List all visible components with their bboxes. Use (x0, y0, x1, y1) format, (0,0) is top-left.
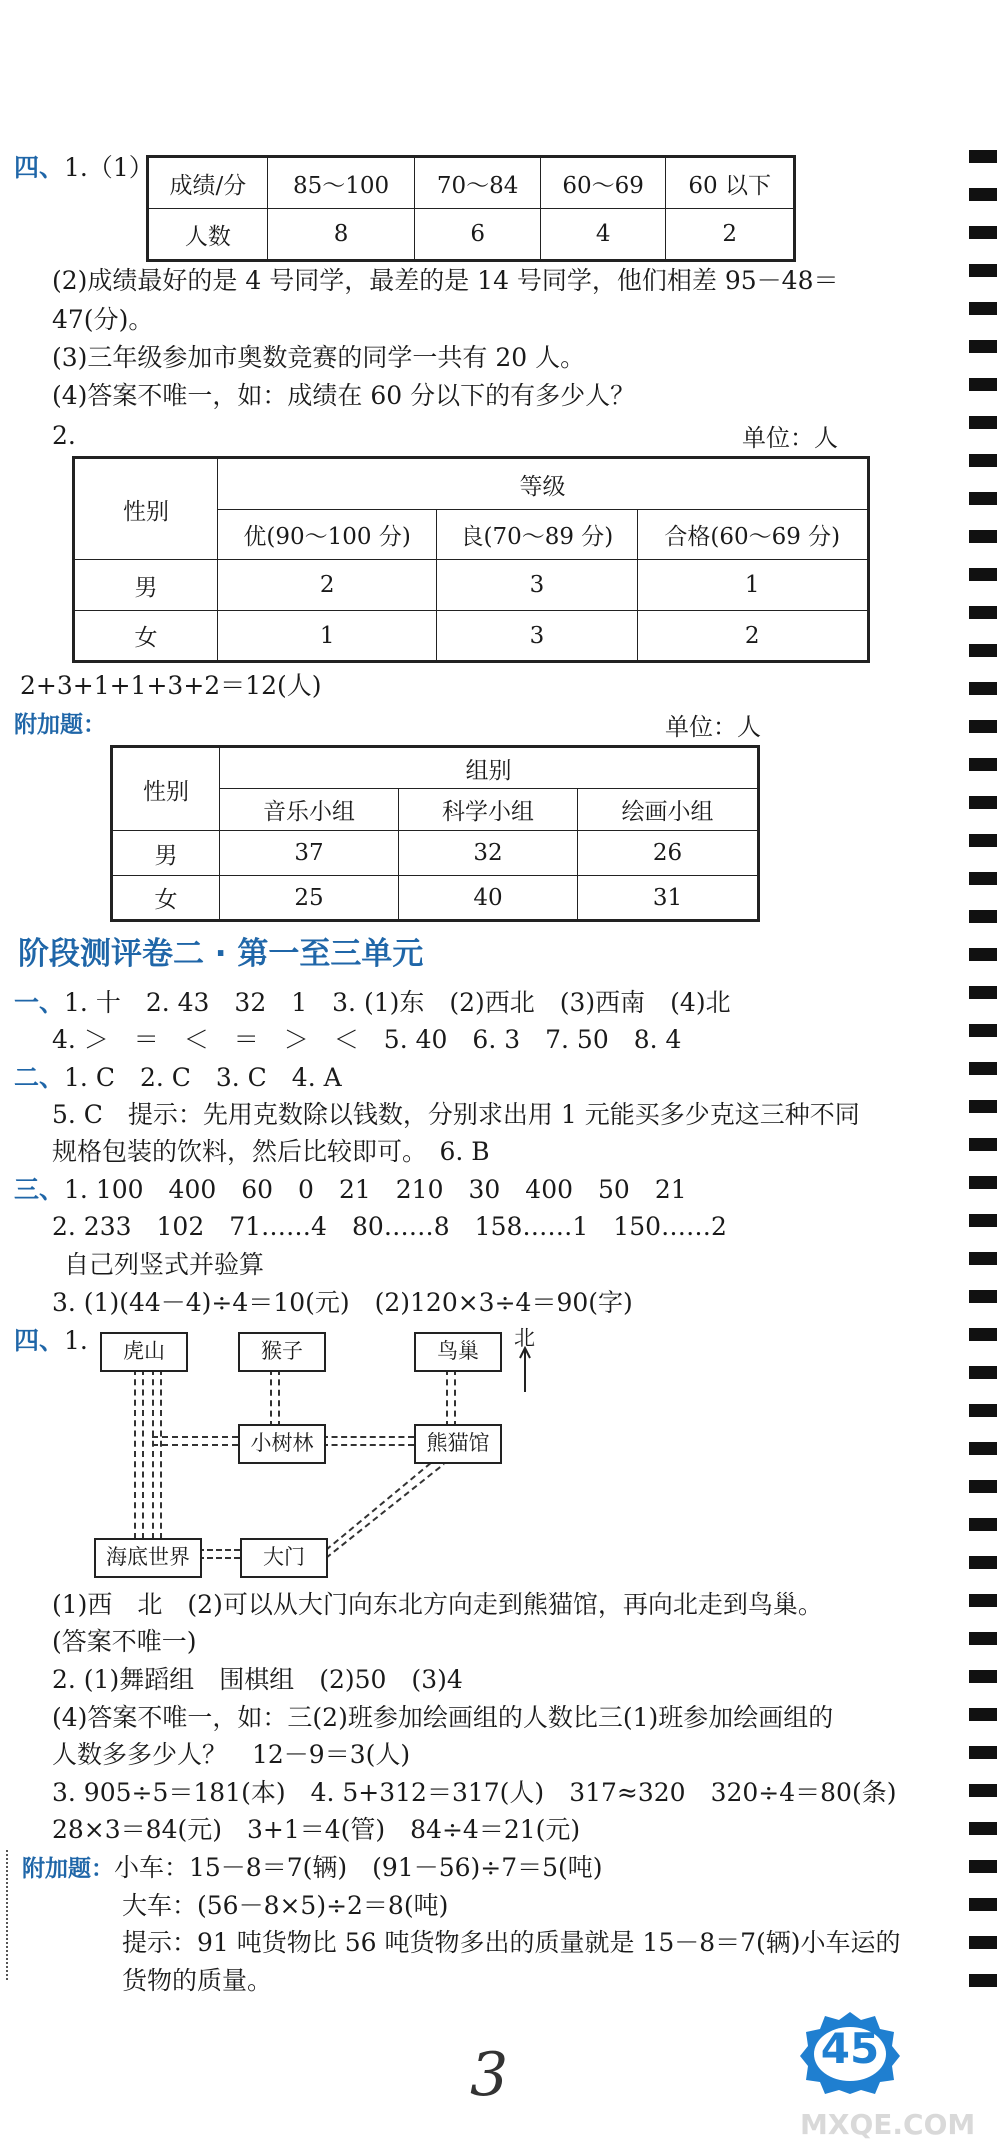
section-label: 四、 (14, 1326, 65, 1355)
table-cell: 2 (666, 209, 795, 261)
map-node-huqiu: 虎山 (100, 1332, 188, 1372)
table-header: 良(70～89 分) (437, 510, 637, 560)
section-label: 一、 (14, 988, 65, 1017)
table-header: 性别 (74, 458, 218, 560)
table-cell: 40 (399, 876, 578, 921)
answer-text: 1. 100 400 60 0 21 210 30 400 50 21 (64, 1175, 687, 1204)
answer-line: (1)西 北 (2)可以从大门向东北方向走到熊猫馆，再向北走到鸟巢。 (52, 1590, 823, 1619)
table-cell: 男 (112, 831, 220, 876)
table-cell: 60～69 (540, 157, 665, 209)
score-table (146, 155, 796, 262)
table-cell: 女 (112, 876, 220, 921)
table-cell: 1 (637, 560, 869, 611)
answer-line: 规格包装的饮料，然后比较即可。 6. B (52, 1137, 490, 1166)
map-node-xiongmao: 熊猫馆 (414, 1424, 502, 1464)
map-path (446, 1369, 456, 1427)
table-header: 等级 (218, 458, 869, 510)
answer-line: 47(分)。 (52, 305, 154, 334)
table-cell: 成绩/分 (148, 157, 268, 209)
table-cell: 1 (218, 611, 437, 662)
unit-label: 单位：人 (742, 424, 838, 452)
table-header: 科学小组 (399, 789, 578, 831)
page-title: 阶段测评卷二 · 第一至三单元 (18, 936, 424, 972)
watermark: MXQE.COM (800, 2108, 976, 2141)
table-cell: 2 (637, 611, 869, 662)
table-cell: 6 (415, 209, 540, 261)
table-cell: 37 (220, 831, 399, 876)
answer-line: 4. ＞ ＝ ＜ ＝ ＞ ＜ 5. 40 6. 3 7. 50 8. 4 (52, 1025, 682, 1054)
section-2-line-1 (14, 1060, 342, 1096)
answer-line: 3. 905÷5＝181(本) 4. 5+312＝317(人) 317≈320 320÷4＝80(条) (52, 1778, 897, 1807)
map-path (134, 1369, 144, 1539)
table-header: 组别 (220, 747, 759, 789)
map-path (152, 1369, 162, 1539)
answer-line: (4)答案不唯一，如：成绩在 60 分以下的有多少人？ (52, 381, 636, 410)
table-cell: 女 (74, 611, 218, 662)
answer-line: (2)成绩最好的是 4 号同学，最差的是 14 号同学，他们相差 95－48＝ (52, 266, 839, 295)
table-cell: 4 (540, 209, 665, 261)
north-arrow-icon (518, 1346, 532, 1394)
extra-label: 附加题： (14, 712, 106, 738)
table-cell: 8 (267, 209, 415, 261)
answer-text: 1. 十 2. 43 32 1 3. (1)东 (2)西北 (3)西南 (4)北 (64, 988, 731, 1017)
grade-table (72, 456, 870, 663)
section-label: 四、 (14, 153, 65, 182)
section-1-line-1 (14, 985, 731, 1021)
north-label: 北 (514, 1326, 535, 1350)
page-number-badge (798, 2010, 902, 2094)
section-label: 二、 (14, 1063, 65, 1092)
table-header: 优(90～100 分) (218, 510, 437, 560)
table-header: 合格(60～69 分) (637, 510, 869, 560)
answer-text: 小车：15－8＝7(辆) (91－56)÷7＝5(吨) (114, 1853, 603, 1882)
map-node-houzi: 猴子 (238, 1332, 326, 1372)
handwritten-mark: 3 (470, 2040, 509, 2110)
section-3-line-1 (14, 1172, 687, 1208)
answer-line: 大车：(56－8×5)÷2＝8(吨) (122, 1891, 449, 1920)
section-4-line-1 (14, 1323, 88, 1359)
section-label: 三、 (14, 1175, 65, 1204)
extra-line-1 (22, 1850, 603, 1887)
group-table (110, 745, 760, 922)
answer-line: (3)三年级参加市奥数竞赛的同学一共有 20 人。 (52, 343, 586, 372)
table-cell: 60 以下 (666, 157, 795, 209)
answer-line: 人数多多少人？ 12－9＝3(人) (52, 1740, 411, 1769)
answer-line: 自己列竖式并验算 (64, 1250, 265, 1279)
answer-text: 1. C 2. C 3. C 4. A (64, 1063, 342, 1092)
answer-line: (答案不唯一) (52, 1627, 197, 1656)
table-header: 绘画小组 (578, 789, 759, 831)
answer-line: 提示：91 吨货物比 56 吨货物多出的质量就是 15－8＝7(辆)小车运的 (122, 1928, 901, 1957)
table-cell: 70～84 (415, 157, 540, 209)
map-node-haidi: 海底世界 (94, 1538, 202, 1578)
binder-strip (964, 150, 1000, 2050)
table-cell: 人数 (148, 209, 268, 261)
question-number: 2. (52, 421, 76, 450)
map-path (152, 1436, 238, 1446)
answer-line: 5. C 提示：先用克数除以钱数，分别求出用 1 元能买多少克这三种不同 (52, 1100, 860, 1129)
unit-label: 单位：人 (665, 713, 761, 741)
question-number: 1. (64, 1326, 88, 1355)
map-node-damen: 大门 (240, 1538, 328, 1578)
map-path (198, 1549, 240, 1559)
answer-line: 货物的质量。 (122, 1966, 273, 1995)
map-node-xiaoshulin: 小树林 (238, 1424, 326, 1464)
table-header: 音乐小组 (220, 789, 399, 831)
answer-line: (4)答案不唯一，如：三(2)班参加绘画组的人数比三(1)班参加绘画组的 (52, 1703, 834, 1732)
table-cell: 85～100 (267, 157, 415, 209)
answer-line: 3. (1)(44－4)÷4＝10(元) (2)120×3÷4＝90(字) (52, 1288, 633, 1317)
extra-label: 附加题： (22, 1856, 114, 1882)
table-cell: 32 (399, 831, 578, 876)
map-diagonal-path (320, 1460, 450, 1560)
map-path (322, 1436, 414, 1446)
table-cell: 26 (578, 831, 759, 876)
table-cell: 2 (218, 560, 437, 611)
margin-dots (6, 1850, 10, 1980)
table-cell: 3 (437, 611, 637, 662)
table-cell: 3 (437, 560, 637, 611)
question-number: 1.（1） (64, 153, 154, 182)
answer-line: 28×3＝84(元) 3+1＝4(管) 84÷4＝21(元) (52, 1815, 581, 1844)
map-path (270, 1369, 280, 1427)
answer-line: 2+3+1+1+3+2＝12(人) (20, 671, 322, 700)
answer-line: 2. 233 102 71……4 80……8 158……1 150……2 (52, 1212, 727, 1241)
table-header: 性别 (112, 747, 220, 831)
section-4-header (14, 150, 154, 186)
table-cell: 31 (578, 876, 759, 921)
table-cell: 男 (74, 560, 218, 611)
page-number: 45 (820, 2024, 880, 2073)
map-node-niaochao: 鸟巢 (414, 1332, 502, 1372)
answer-line: 2. (1)舞蹈组 围棋组 (2)50 (3)4 (52, 1665, 463, 1694)
table-cell: 25 (220, 876, 399, 921)
